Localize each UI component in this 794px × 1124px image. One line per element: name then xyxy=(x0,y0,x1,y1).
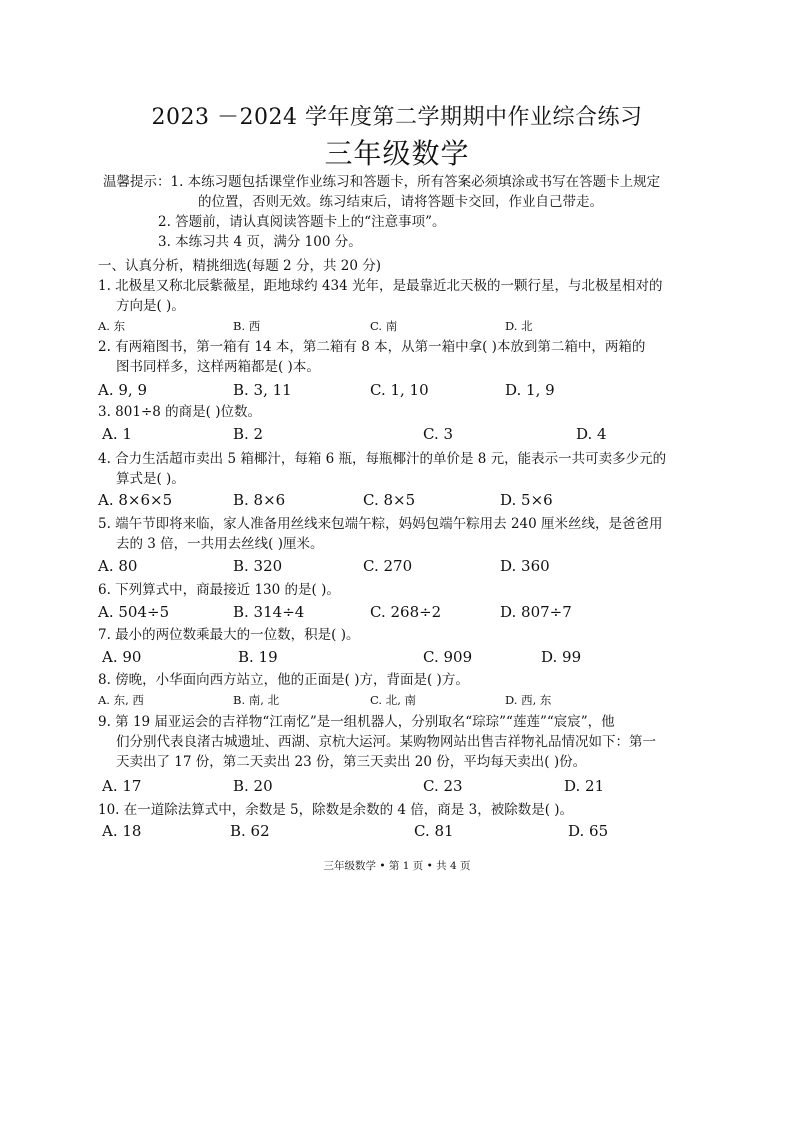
tips-line-2: 2. 答题前，请认真阅读答题卡上的“注意事项”。 xyxy=(158,214,446,230)
option-c[interactable]: C. 268÷2 xyxy=(370,603,442,621)
tips-block xyxy=(103,172,703,252)
options-6 xyxy=(98,603,708,625)
question-9 xyxy=(98,712,708,772)
options-2 xyxy=(98,381,708,403)
option-c[interactable]: C. 北, 南 xyxy=(370,693,417,707)
option-a[interactable]: A. 504÷5 xyxy=(98,603,170,621)
question-stem: 算式是( )。 xyxy=(116,471,185,487)
option-d[interactable]: D. 西, 东 xyxy=(505,693,552,707)
option-a[interactable]: A. 18 xyxy=(102,822,142,840)
section-heading: 一、认真分析，精挑细选(每题 2 分，共 20 分) xyxy=(98,258,381,274)
question-8 xyxy=(98,670,708,690)
question-7 xyxy=(98,625,708,645)
option-b[interactable]: B. 314÷4 xyxy=(233,603,305,621)
question-stem: 7. 最小的两位数乘最大的一位数，积是( )。 xyxy=(98,627,360,643)
question-10 xyxy=(98,800,708,820)
tips-lead: 温馨提示： xyxy=(103,174,171,190)
question-stem: 9. 第 19 届亚运会的吉祥物“江南忆”是一组机器人，分别取名“琮琮”“莲莲”“宸宸”，他 xyxy=(98,714,615,730)
option-c[interactable]: C. 8×5 xyxy=(363,491,416,509)
question-stem: 2. 有两箱图书，第一箱有 14 本，第二箱有 8 本，从第一箱中拿( )本放到第二箱中，两箱的 xyxy=(98,339,646,355)
option-b[interactable]: B. 2 xyxy=(233,425,264,443)
exam-subject: 三年级数学 xyxy=(324,137,470,170)
option-a[interactable]: A. 80 xyxy=(98,557,138,575)
option-b[interactable]: B. 南, 北 xyxy=(233,693,280,707)
question-stem: 方向是( )。 xyxy=(116,298,185,314)
question-stem: 们分别代表良渚古城遗址、西湖、京杭大运河。某购物网站出售吉祥物礼品情况如下：第一 xyxy=(116,734,656,750)
option-c[interactable]: C. 南 xyxy=(370,319,398,333)
tips-line-1: 1. 本练习题包括课堂作业练习和答题卡，所有答案必须填涂或书写在答题卡上规定 xyxy=(170,174,661,190)
exam-title: 2023 －2024 学年度第二学期期中作业综合练习 xyxy=(151,105,643,130)
option-a[interactable]: A. 90 xyxy=(102,648,142,666)
option-b[interactable]: B. 8×6 xyxy=(233,491,286,509)
question-stem: 10. 在一道除法算式中，余数是 5，除数是余数的 4 倍，商是 3，被除数是( )。 xyxy=(98,802,574,818)
option-d[interactable]: D. 99 xyxy=(541,648,582,666)
option-c[interactable]: C. 909 xyxy=(423,648,473,666)
question-stem: 图书同样多，这样两箱都是( )本。 xyxy=(116,359,320,375)
option-d[interactable]: D. 4 xyxy=(576,425,607,443)
option-d[interactable]: D. 807÷7 xyxy=(500,603,572,621)
tips-row-1 xyxy=(103,172,703,192)
question-stem: 6. 下列算式中，商最接近 130 的是( )。 xyxy=(98,582,340,598)
option-b[interactable]: B. 19 xyxy=(238,648,278,666)
options-3 xyxy=(98,425,708,447)
option-c[interactable]: C. 1, 10 xyxy=(370,381,429,399)
question-stem: 天卖出了 17 份，第二天卖出 23 份，第三天卖出 20 份，平均每天卖出( )份。 xyxy=(116,754,587,770)
option-d[interactable]: D. 北 xyxy=(505,319,533,333)
option-d[interactable]: D. 21 xyxy=(564,777,605,795)
option-a[interactable]: A. 东, 西 xyxy=(98,693,144,707)
question-2 xyxy=(98,337,708,377)
question-stem: 3. 801÷8 的商是( )位数。 xyxy=(98,404,261,420)
option-c[interactable]: C. 23 xyxy=(423,777,463,795)
question-stem: 去的 3 倍，一共用去丝线( )厘米。 xyxy=(116,536,324,552)
question-3 xyxy=(98,402,708,422)
page-footer: 三年级数学 • 第 1 页 • 共 4 页 xyxy=(323,860,471,872)
option-c[interactable]: C. 3 xyxy=(423,425,454,443)
option-a[interactable]: A. 17 xyxy=(102,777,142,795)
options-5 xyxy=(98,557,708,579)
option-a[interactable]: A. 1 xyxy=(102,425,132,443)
options-4 xyxy=(98,491,708,513)
option-c[interactable]: C. 81 xyxy=(414,822,454,840)
option-c[interactable]: C. 270 xyxy=(363,557,413,575)
option-a[interactable]: A. 9, 9 xyxy=(98,381,147,399)
question-stem: 8. 傍晚，小华面向西方站立，他的正面是( )方，背面是( )方。 xyxy=(98,672,469,688)
option-b[interactable]: B. 20 xyxy=(233,777,273,795)
option-d[interactable]: D. 1, 9 xyxy=(505,381,555,399)
option-d[interactable]: D. 5×6 xyxy=(500,491,553,509)
question-6 xyxy=(98,580,708,600)
tips-line-3: 3. 本练习共 4 页，满分 100 分。 xyxy=(158,234,362,250)
options-10 xyxy=(98,822,708,844)
question-stem: 1. 北极星又称北辰紫薇星，距地球约 434 光年，是最靠近北天极的一颗行星，与北极星相对的 xyxy=(98,278,663,294)
option-d[interactable]: D. 65 xyxy=(568,822,609,840)
option-b[interactable]: B. 3, 11 xyxy=(233,381,292,399)
option-d[interactable]: D. 360 xyxy=(500,557,550,575)
question-stem: 5. 端午节即将来临，家人准备用丝线来包端午粽，妈妈包端午粽用去 240 厘米丝线，是爸爸用 xyxy=(98,516,663,532)
question-5 xyxy=(98,514,708,554)
question-stem: 4. 合力生活超市卖出 5 箱椰汁，每箱 6 瓶，每瓶椰汁的单价是 8 元，能表示一共可卖多少元的 xyxy=(98,451,667,467)
question-4 xyxy=(98,449,708,489)
option-b[interactable]: B. 62 xyxy=(230,822,270,840)
options-7 xyxy=(98,648,708,670)
option-b[interactable]: B. 西 xyxy=(233,319,261,333)
option-a[interactable]: A. 8×6×5 xyxy=(98,491,173,509)
options-8 xyxy=(98,692,708,714)
tips-line-1b: 的位置，否则无效。练习结束后，请将答题卡交回，作业自己带走。 xyxy=(198,194,603,210)
option-a[interactable]: A. 东 xyxy=(98,319,126,333)
option-b[interactable]: B. 320 xyxy=(233,557,283,575)
question-1 xyxy=(98,276,708,316)
options-9 xyxy=(98,777,708,799)
